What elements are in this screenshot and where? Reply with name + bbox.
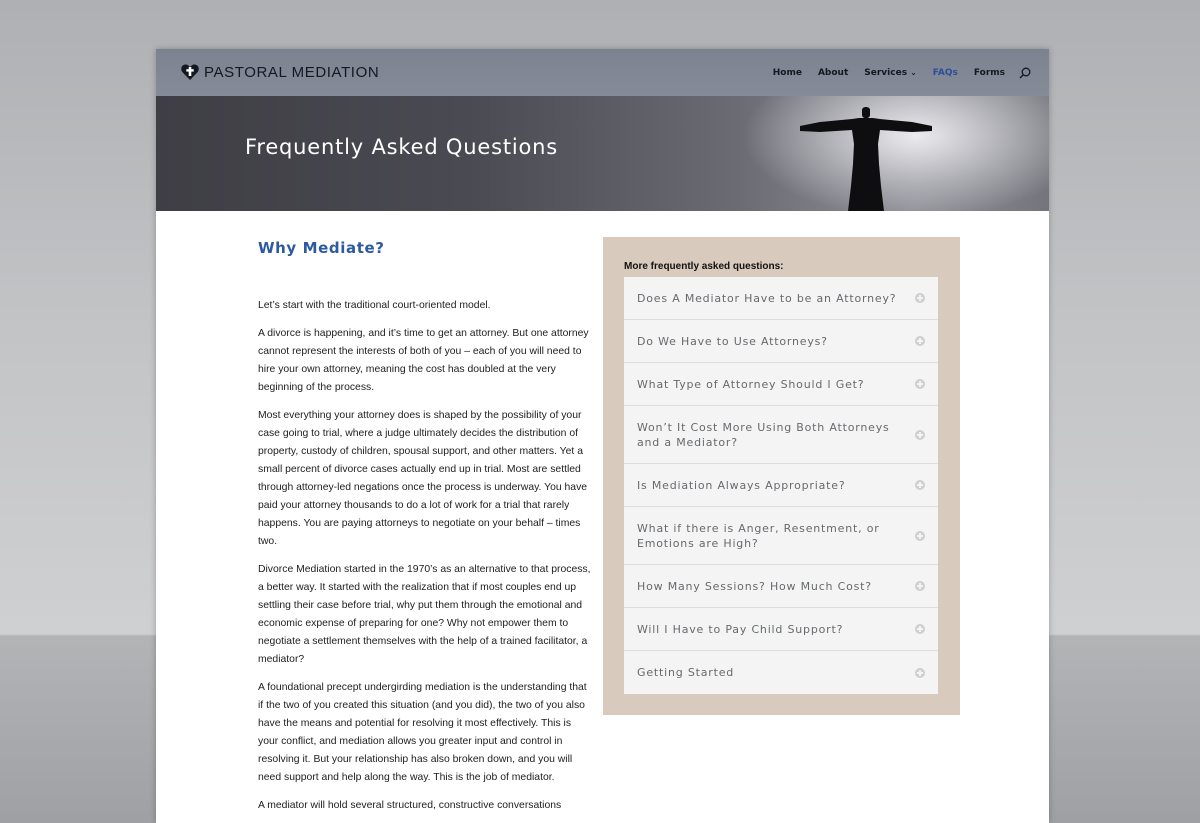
faq-item[interactable]: [624, 651, 938, 694]
faq-item[interactable]: [624, 464, 938, 507]
plus-circle-icon: [915, 430, 925, 440]
site-logo[interactable]: [180, 62, 379, 82]
main-nav: [757, 49, 1031, 96]
chevron-down-icon: ⌄: [910, 68, 917, 77]
plus-circle-icon: [915, 379, 925, 389]
faq-question: What Type of Attorney Should I Get?: [637, 377, 865, 391]
faq-question: Won’t It Cost More Using Both Attorneys and a Mediator?: [637, 420, 890, 449]
plus-circle-icon: [915, 581, 925, 591]
faq-item[interactable]: [624, 507, 938, 565]
main-content: [258, 239, 592, 823]
nav-item-label: Home: [772, 67, 802, 78]
faq-item[interactable]: [624, 608, 938, 651]
faq-question: How Many Sessions? How Much Cost?: [637, 579, 872, 593]
plus-circle-icon: [915, 624, 925, 634]
faq-question: Is Mediation Always Appropriate?: [637, 478, 846, 492]
faq-question: Do We Have to Use Attorneys?: [637, 334, 828, 348]
nav-item-label: FAQs: [932, 67, 958, 78]
faq-sidebar: [603, 237, 960, 715]
plus-circle-icon: [915, 668, 925, 678]
section-title: Why Mediate?: [258, 239, 385, 257]
faq-item[interactable]: [624, 363, 938, 406]
content-paragraph: A foundational precept undergirding mediation is the understanding that if the two of you created this situation (and you did), the two of you also have the means and potential for resolving it most effectively. This is your conflict, and mediation allows you greater input and control in resolving it. But your relationship has also broken down, and you will need support and help along the way. This is the job of mediator.: [258, 682, 587, 783]
statue-silhouette-image: [796, 104, 936, 211]
heart-cross-icon: [180, 62, 200, 82]
page-title: Frequently Asked Questions: [245, 135, 558, 159]
faq-question: Does A Mediator Have to be an Attorney?: [637, 291, 897, 305]
faq-question: What if there is Anger, Resentment, or Emotions are High?: [637, 521, 880, 550]
content-paragraph: Let’s start with the traditional court-oriented model.: [258, 300, 491, 311]
faq-item[interactable]: [624, 565, 938, 608]
nav-item-label: Services: [864, 67, 908, 78]
nav-item-about[interactable]: [818, 68, 848, 78]
content-paragraph: A mediator will hold several structured, constructive conversations: [258, 800, 562, 811]
content-paragraph: A divorce is happening, and it’s time to get an attorney. But one attorney cannot represent the interests of both of you – each of you will need to hire your own attorney, meaning the cost has doubled at the very beginning of the process.: [258, 328, 589, 393]
faq-item[interactable]: [624, 406, 938, 464]
nav-item-faqs[interactable]: [933, 68, 958, 78]
plus-circle-icon: [915, 480, 925, 490]
plus-circle-icon: [915, 293, 925, 303]
faq-list: [624, 277, 938, 694]
faq-item[interactable]: [624, 320, 938, 363]
faq-question: Will I Have to Pay Child Support?: [637, 622, 844, 636]
site-logo-text: PASTORAL MEDIATION: [204, 63, 380, 81]
top-navigation-bar: [156, 49, 1049, 96]
content-paragraph: Most everything your attorney does is shaped by the possibility of your case going to trial, where a judge ultimately decides the distribution of property, custody of children, spousal support, and other matters. Yet a small percent of divorce cases actually end up in trial. Most are settled through attorney-led negations once the process is underway. You have paid your attorney thousands to do a lot of work for a trial that rarely happens. You are paying attorneys to negotiate on your behalf – times two.: [258, 410, 588, 547]
hero-banner: [156, 96, 1049, 211]
nav-item-services[interactable]: [864, 68, 916, 78]
plus-circle-icon: [915, 531, 925, 541]
nav-item-home[interactable]: [773, 68, 802, 78]
search-icon[interactable]: [1019, 67, 1031, 79]
page-frame: [156, 49, 1049, 823]
content-paragraph: Divorce Mediation started in the 1970’s as an alternative to that process, a better way. It started with the realization that if most couples end up settling their case before trial, why put them through the emotional and economic expense of preparing for one? Why not empower them to negotiate a settlement themselves with the help of a trained facilitator, a mediator?: [258, 564, 591, 665]
nav-item-forms[interactable]: [974, 68, 1005, 78]
nav-item-label: About: [817, 67, 849, 78]
plus-circle-icon: [915, 336, 925, 346]
nav-item-label: Forms: [973, 67, 1005, 78]
faq-item[interactable]: [624, 277, 938, 320]
faq-question: Getting Started: [637, 666, 735, 679]
faq-sidebar-heading: More frequently asked questions:: [624, 261, 784, 272]
